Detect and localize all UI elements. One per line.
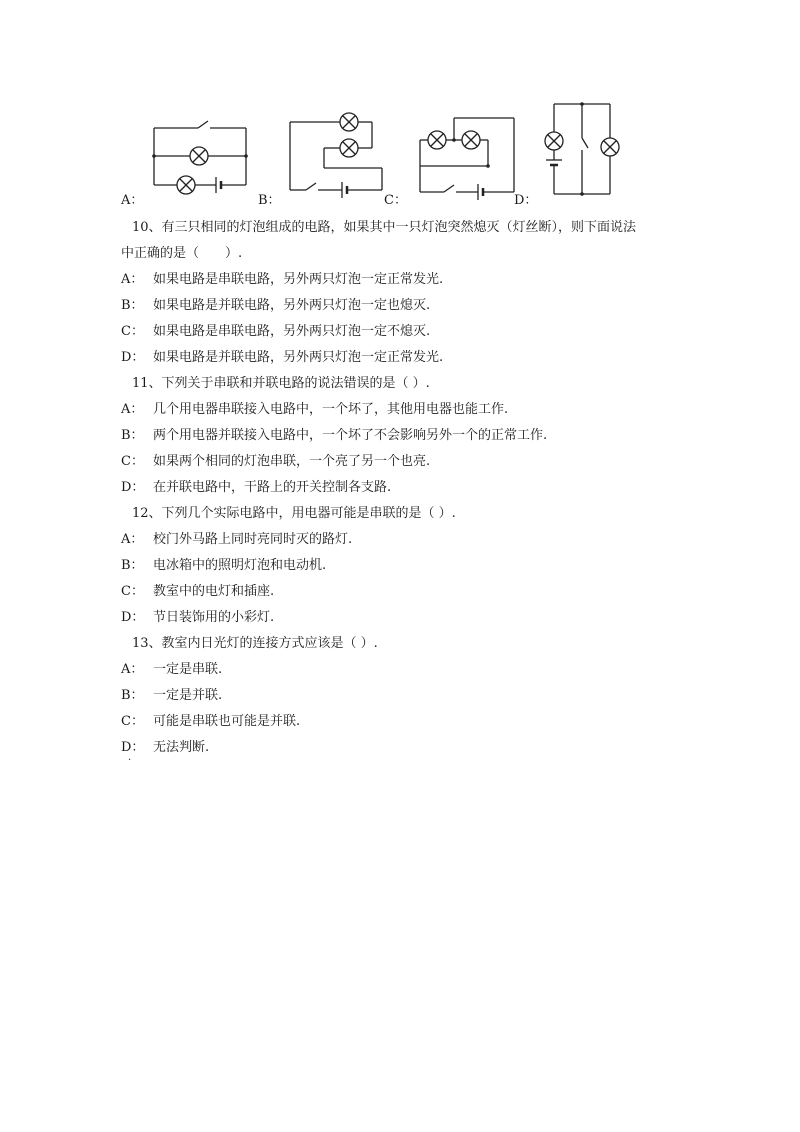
question-12-option-a [121,528,352,547]
option-text: 校门外马路上同时亮同时灭的路灯. [153,532,353,547]
option-text: 如果电路是并联电路，另外两只灯泡一定也熄灭. [153,298,431,313]
option-letter: B： [121,688,144,703]
option-text: 节日装饰用的小彩灯. [153,610,275,625]
option-letter: C： [121,584,144,599]
option-letter: A： [121,662,144,677]
circuit-diagram-c [418,110,518,198]
option-text: 如果两个相同的灯泡串联，一个亮了另一个也亮. [153,454,431,469]
option-text: 无法判断. [153,740,210,755]
question-13-option-b [121,684,222,703]
question-10-option-d [121,346,443,365]
option-text: 如果电路是并联电路，另外两只灯泡一定正常发光. [153,350,444,365]
question-13-option-c [121,710,300,729]
option-text: 一定是串联. [153,662,223,677]
question-11-stem: 11、下列关于串联和并联电路的说法错误的是（ ）. [132,376,430,391]
diagram-label-d: D： [514,193,538,208]
option-text: 一定是并联. [153,688,223,703]
circuit-diagram-d [538,100,628,200]
question-13-stem: 13、教室内日光灯的连接方式应该是（ ）. [132,636,378,651]
question-10-option-c [121,320,430,339]
option-text: 如果电路是串联电路，另外两只灯泡一定不熄灭. [153,324,431,339]
question-10-option-b [121,294,430,313]
question-11-option-c [121,450,430,469]
question-12-option-d [121,606,274,625]
option-letter: B： [121,558,144,573]
question-11-option-b [121,424,547,443]
option-letter: C： [121,324,144,339]
question-13-option-a [121,658,222,677]
circuit-diagram-b [286,108,386,196]
question-11-option-a [121,398,508,417]
question-12-option-b [121,554,326,573]
question-12-stem: 12、下列几个实际电路中，用电器可能是串联的是（ ）. [132,506,456,521]
option-text: 几个用电器串联接入电路中，一个坏了，其他用电器也能工作. [153,402,509,417]
question-12-option-c [121,580,274,599]
question-10-option-a [121,268,443,287]
option-text: 教室中的电灯和插座. [153,584,275,599]
option-letter: A： [121,272,144,287]
option-letter: A： [121,532,144,547]
question-10-stem: 10、有三只相同的灯泡组成的电路，如果其中一只灯泡突然熄灭（灯丝断），则下面说法 [132,220,637,235]
option-letter: B： [121,298,144,313]
option-letter: C： [121,714,144,729]
option-letter: A： [121,402,144,417]
option-text: 如果电路是串联电路，另外两只灯泡一定正常发光. [153,272,444,287]
question-13-option-d [121,736,209,755]
question-10-stem-cont: 中正确的是（ ）. [121,246,243,261]
option-text: 可能是串联也可能是并联. [153,714,301,729]
trailing-mark: . [128,752,132,763]
question-11-option-d [121,476,391,495]
option-letter: D： [121,350,145,365]
diagram-label-c: C： [384,193,407,208]
circuit-diagram-a [150,118,250,198]
option-letter: C： [121,454,144,469]
option-letter: D： [121,480,145,495]
diagram-label-b: B： [258,193,281,208]
option-letter: D： [121,740,145,755]
option-text: 电冰箱中的照明灯泡和电动机. [153,558,327,573]
diagram-label-a: A： [121,193,144,208]
option-text: 两个用电器并联接入电路中，一个坏了不会影响另外一个的正常工作. [153,428,548,443]
option-letter: D： [121,610,145,625]
option-letter: B： [121,428,144,443]
option-text: 在并联电路中，干路上的开关控制各支路. [153,480,392,495]
